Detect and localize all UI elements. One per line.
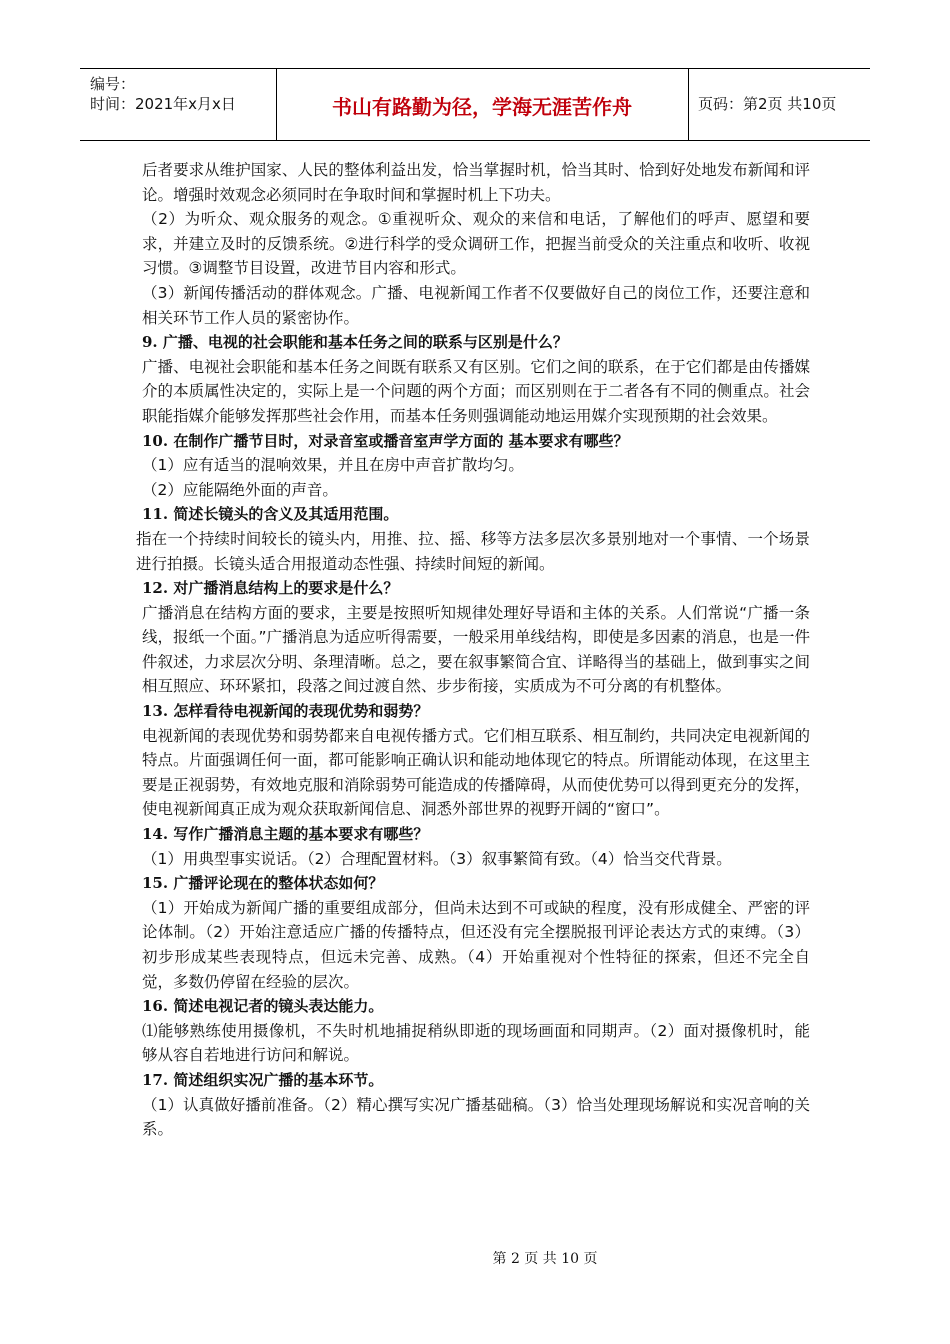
answer-paragraph: （1）认真做好播前准备。（2）精心撰写实况广播基础稿。（3）恰当处理现场解说和实况音响的关系。: [142, 1095, 810, 1139]
question-heading: 11. 简述长镜头的含义及其适用范围。: [142, 505, 399, 524]
question-heading: 10. 在制作广播节目时，对录音室或播音室声学方面的 基本要求有哪些？: [142, 431, 629, 450]
question-heading: 17. 简述组织实况广播的基本环节。: [142, 1070, 384, 1089]
answer-paragraph: （1）开始成为新闻广播的重要组成部分，但尚未达到不可或缺的程度，没有形成健全、严密的评论体制。（2）开始注意适应广播的传播特点，但还没有完全摆脱报刊评论表达方式的束缚。（3）初步形成某些表现特点，但远未完善、成熟。（4）开始重视对个性特征的探索，但还不完全自觉，多数仍停留在经验的层次。: [142, 898, 810, 991]
question-heading: 14. 写作广播消息主题的基本要求有哪些？: [142, 825, 429, 844]
header-motto: 书山有路勤为径，学海无涯苦作舟: [332, 95, 632, 119]
answer-paragraph: ⑴能够熟练使用摄像机，不失时机地捕捉稍纵即逝的现场画面和同期声。（2）面对摄像机时，能够从容自若地进行访问和解说。: [142, 1021, 810, 1065]
document-number-label: 编号：: [90, 75, 136, 93]
header-info-cell: [80, 69, 277, 140]
document-time-label: 时间：2021年x月x日: [90, 95, 236, 113]
page-header: [80, 68, 870, 141]
answer-paragraph: 广播消息在结构方面的要求，主要是按照听知规律处理好导语和主体的关系。人们常说“广播一条线，报纸一个面。”广播消息为适应听得需要，一般采用单线结构，即使是多因素的消息，也是一件件叙述，力求层次分明、条理清晰。总之，要在叙事繁简合宜、详略得当的基础上，做到事实之间相互照应、环环紧扣，段落之间过渡自然、步步衔接，实质成为不可分离的有机整体。: [142, 603, 810, 696]
question-heading: 15. 广播评论现在的整体状态如何？: [142, 874, 384, 893]
header-motto-cell: [276, 69, 689, 140]
answer-paragraph: （2）应能隔绝外面的声音。: [142, 480, 338, 499]
answer-paragraph: （1）应有适当的混响效果，并且在房中声音扩散均匀。: [142, 456, 524, 475]
paragraph: （3）新闻传播活动的群体观念。广播、电视新闻工作者不仅要做好自己的岗位工作，还要注意和相关环节工作人员的紧密协作。: [142, 283, 810, 327]
header-page-cell: [688, 69, 870, 140]
question-heading: 16. 简述电视记者的镜头表达能力。: [142, 997, 384, 1016]
answer-paragraph: 广播、电视社会职能和基本任务之间既有联系又有区别。它们之间的联系，在于它们都是由传播媒介的本质属性决定的，实际上是一个问题的两个方面；而区别则在于二者各有不同的侧重点。社会职能指媒介能够发挥那些社会作用，而基本任务则强调能动地运用媒介实现预期的社会效果。: [142, 357, 810, 425]
answer-paragraph: 指在一个持续时间较长的镜头内，用推、拉、摇、移等方法多层次多景别地对一个事情、一个场景进行拍摄。长镜头适合用报道动态性强、持续时间短的新闻。: [136, 529, 810, 573]
page-footer: 第 2 页 共 10 页: [492, 1251, 598, 1267]
question-heading: 9. 广播、电视的社会职能和基本任务之间的联系与区别是什么？: [142, 333, 568, 352]
header-page-number: 页码：第2页 共10页: [698, 95, 837, 113]
answer-paragraph: 电视新闻的表现优势和弱势都来自电视传播方式。它们相互联系、相互制约，共同决定电视新闻的特点。片面强调任何一面，都可能影响正确认识和能动地体现它的特点。所谓能动体现，在这里主要是正视弱势，有效地克服和消除弱势可能造成的传播障碍，从而使优势可以得到更充分的发挥，使电视新闻真正成为观众获取新闻信息、洞悉外部世界的视野开阔的“窗口”。: [142, 726, 810, 819]
question-heading: 12. 对广播消息结构上的要求是什么？: [142, 579, 399, 598]
paragraph: （2）为听众、观众服务的观念。①重视听众、观众的来信和电话，了解他们的呼声、愿望和要求，并建立及时的反馈系统。②进行科学的受众调研工作，把握当前受众的关注重点和收听、收视习惯。③调整节目设置，改进节目内容和形式。: [142, 210, 810, 278]
paragraph: 后者要求从维护国家、人民的整体利益出发，恰当掌握时机，恰当其时、恰到好处地发布新闻和评论。增强时效观念必须同时在争取时间和掌握时机上下功夫。: [142, 161, 810, 204]
answer-paragraph: （1）用典型事实说话。（2）合理配置材料。（3）叙事繁简有致。（4）恰当交代背景。: [142, 849, 732, 868]
question-heading: 13. 怎样看待电视新闻的表现优势和弱势？: [142, 702, 429, 721]
document-body: [136, 158, 810, 1142]
